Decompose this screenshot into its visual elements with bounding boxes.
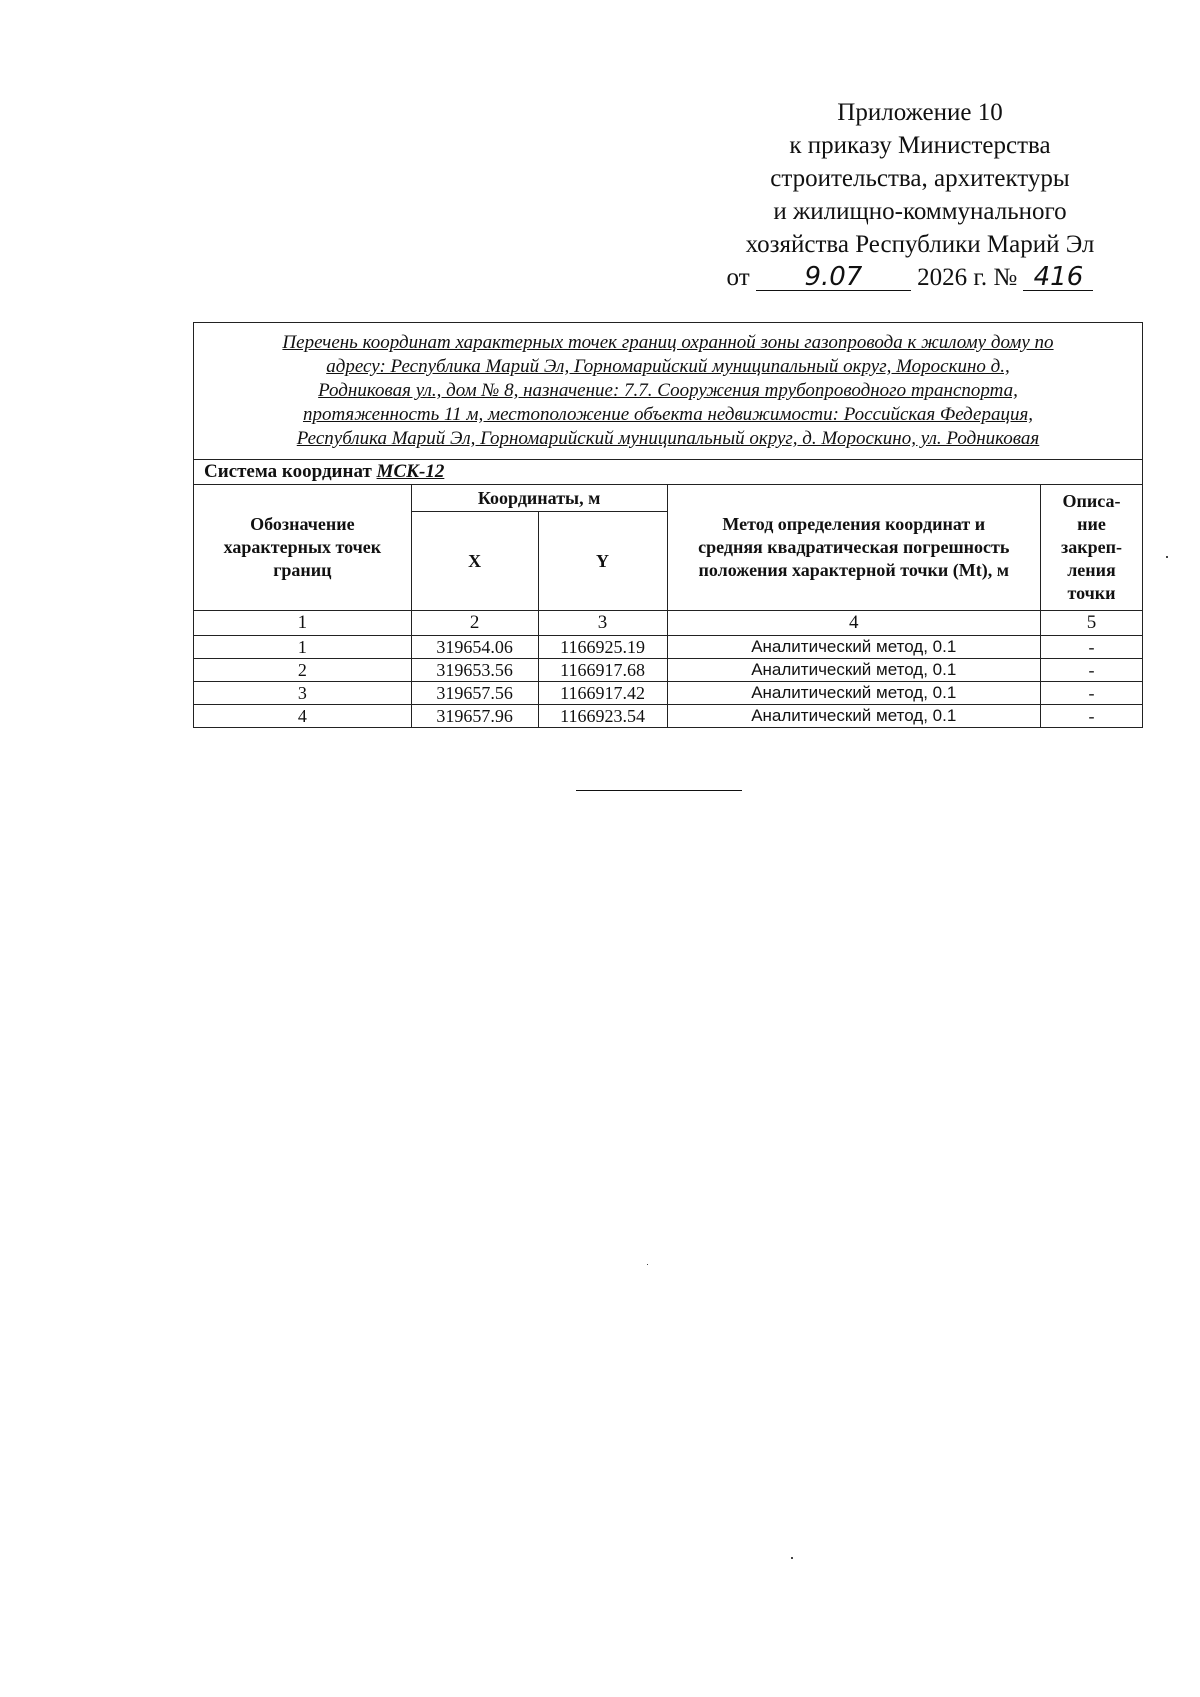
- header-line: и жилищно-коммунального: [773, 198, 1067, 225]
- system-value: МСК-12: [376, 461, 445, 482]
- ot-label: от: [726, 264, 750, 291]
- column-number: 2: [411, 611, 538, 636]
- cell-point: 4: [194, 705, 412, 728]
- cell-desc: -: [1041, 682, 1143, 705]
- cell-desc: -: [1041, 636, 1143, 659]
- cell-y: 1166917.68: [538, 659, 667, 682]
- cell-desc: -: [1041, 659, 1143, 682]
- cell-point: 1: [194, 636, 412, 659]
- cell-x: 319657.96: [411, 705, 538, 728]
- column-number: 1: [194, 611, 412, 636]
- col-header-x: X: [411, 512, 538, 611]
- table-row: [194, 636, 1143, 659]
- cell-point: 2: [194, 659, 412, 682]
- header-row-1: [194, 485, 1143, 512]
- handwritten-date: 9.07: [756, 264, 911, 291]
- scan-speck: [647, 1264, 648, 1265]
- cell-y: 1166925.19: [538, 636, 667, 659]
- scan-speck: [1166, 556, 1168, 558]
- col-header-y: Y: [538, 512, 667, 611]
- table-row: [194, 682, 1143, 705]
- column-number: 3: [538, 611, 667, 636]
- coordinate-system-row: [194, 460, 1143, 485]
- order-date-line: [670, 261, 1150, 294]
- appendix-header: [690, 96, 1150, 294]
- title-line: Родниковая ул., дом № 8, назначение: 7.7. Сооружения трубопроводного транспорта,: [318, 380, 1018, 401]
- cell-method: Аналитический метод, 0.1: [667, 636, 1041, 659]
- table-title-row: [194, 323, 1143, 460]
- header-line: хозяйства Республики Марий Эл: [745, 231, 1095, 258]
- year-label: 2026 г. №: [917, 264, 1018, 291]
- title-line: Республика Марий Эл, Горномарийский муниципальный округ, д. Мороскино, ул. Родниковая: [296, 428, 1040, 449]
- header-line: строительства, архитектуры: [770, 165, 1070, 192]
- column-number-row: [194, 611, 1143, 636]
- header-line: Приложение 10: [837, 99, 1003, 126]
- table-title: [194, 323, 1143, 460]
- cell-x: 319657.56: [411, 682, 538, 705]
- cell-y: 1166923.54: [538, 705, 667, 728]
- cell-method: Аналитический метод, 0.1: [667, 682, 1041, 705]
- cell-point: 3: [194, 682, 412, 705]
- column-number: 4: [667, 611, 1041, 636]
- cell-method: Аналитический метод, 0.1: [667, 705, 1041, 728]
- col-header-method: Метод определения координат и средняя квадратическая погрешность положения характерной точки (Mt), м: [667, 485, 1041, 611]
- title-line: адресу: Республика Марий Эл, Горномарийский муниципальный округ, Мороскино д.,: [326, 356, 1010, 377]
- table-row: [194, 659, 1143, 682]
- coordinates-table: [193, 322, 1143, 728]
- scan-speck: [791, 1557, 793, 1559]
- table-row: [194, 705, 1143, 728]
- header-line: к приказу Министерства: [789, 132, 1051, 159]
- title-line: Перечень координат характерных точек границ охранной зоны газопровода к жилому дому по: [282, 332, 1054, 353]
- col-header-coords: Координаты, м: [411, 485, 667, 512]
- column-number: 5: [1041, 611, 1143, 636]
- cell-x: 319653.56: [411, 659, 538, 682]
- handwritten-order-number: 416: [1023, 264, 1093, 291]
- coordinate-system: [194, 460, 1143, 485]
- title-line: протяженность 11 м, местоположение объекта недвижимости: Российская Федерация,: [302, 404, 1034, 425]
- col-header-points: Обозначение характерных точек границ: [194, 485, 412, 611]
- cell-y: 1166917.42: [538, 682, 667, 705]
- closing-rule: [576, 790, 742, 791]
- cell-desc: -: [1041, 705, 1143, 728]
- cell-x: 319654.06: [411, 636, 538, 659]
- cell-method: Аналитический метод, 0.1: [667, 659, 1041, 682]
- system-label: Система координат: [204, 461, 372, 482]
- col-header-desc: Описа-ние закреп-ления точки: [1041, 485, 1143, 611]
